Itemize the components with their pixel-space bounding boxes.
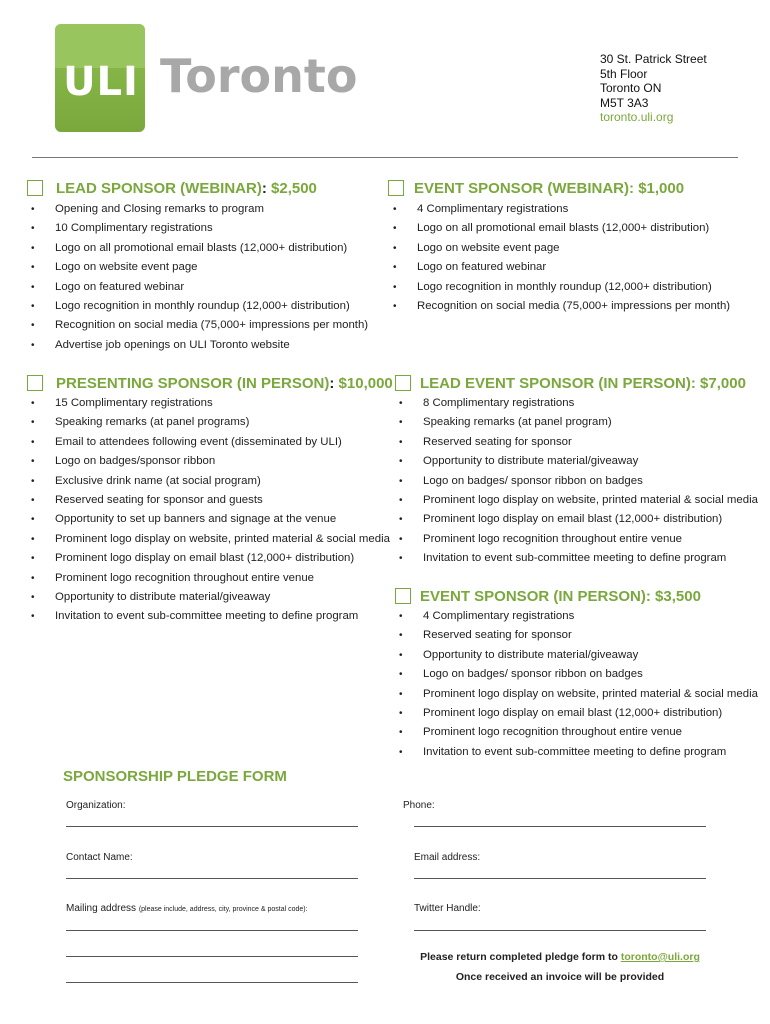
benefit-item: • Prominent logo display on website, printed material & social media (31, 530, 390, 549)
benefit-item: • Exclusive drink name (at social program) (31, 472, 390, 491)
twitter-handle-label: Twitter Handle: (414, 903, 481, 914)
benefit-item: • 10 Complimentary registrations (31, 219, 368, 238)
benefit-item: • Logo recognition in monthly roundup (12,000+ distribution) (393, 278, 730, 297)
mailing-address-field-line-1[interactable] (66, 930, 358, 931)
benefit-item: • Invitation to event sub-committee meeting to define program (31, 607, 390, 626)
sponsor-price: $1,000 (638, 180, 685, 197)
return-email-link[interactable]: toronto@uli.org (620, 951, 700, 963)
presenting-sponsor-benefits (31, 394, 390, 627)
benefit-item: • Opening and Closing remarks to program (31, 200, 368, 219)
contact-name-field[interactable] (66, 878, 358, 879)
logo-city-name: Toronto (160, 49, 358, 103)
address-line: M5T 3A3 (600, 95, 649, 110)
benefit-item: • Recognition on social media (75,000+ impressions per month) (31, 316, 368, 335)
presenting-sponsor-checkbox[interactable] (27, 375, 43, 391)
return-prefix: Please return completed pledge form to (420, 951, 618, 963)
sponsor-price: $10,000 (338, 375, 393, 392)
organization-field[interactable] (66, 826, 358, 827)
lead-event-sponsor-title: LEAD EVENT SPONSOR (IN PERSON): $7,000 (420, 375, 746, 392)
header-divider (32, 157, 738, 158)
phone-field[interactable] (414, 826, 706, 827)
sponsor-title-text: LEAD SPONSOR (WEBINAR) (56, 180, 262, 197)
benefit-item: • Prominent logo display on email blast (12,000+ distribution) (399, 510, 758, 529)
benefit-item: • Speaking remarks (at panel programs) (31, 413, 390, 432)
contact-name-label: Contact Name: (66, 852, 133, 863)
lead-event-sponsor-benefits (399, 394, 758, 569)
invoice-note: Once received an invoice will be provided (455, 971, 665, 983)
sponsor-title-text: EVENT SPONSOR (IN PERSON) (420, 588, 646, 605)
twitter-handle-field[interactable] (414, 930, 706, 931)
sponsor-title-text: EVENT SPONSOR (WEBINAR) (414, 180, 630, 197)
phone-label: Phone: (403, 800, 435, 811)
return-line (380, 947, 740, 967)
mailing-address-field-line-3[interactable] (66, 982, 358, 983)
address-line: Toronto ON (600, 81, 662, 95)
mailing-address-field-line-2[interactable] (66, 956, 358, 957)
benefit-item: • Logo on website event page (393, 239, 730, 258)
benefit-item: • Prominent logo display on website, printed material & social media (399, 491, 758, 510)
benefit-item: • 15 Complimentary registrations (31, 394, 390, 413)
benefit-item: • Prominent logo display on email blast (12,000+ distribution) (31, 549, 390, 568)
benefit-item: • Reserved seating for sponsor (399, 626, 758, 645)
event-sponsor-in-person-benefits (399, 607, 758, 762)
address-line: 5th Floor (600, 66, 648, 81)
benefit-item: • 4 Complimentary registrations (393, 200, 730, 219)
sponsor-price: $7,000 (700, 375, 746, 392)
benefit-item: • Reserved seating for sponsor (399, 433, 758, 452)
address-line: 30 St. Patrick Street (600, 52, 707, 66)
benefit-item: • Opportunity to distribute material/giveaway (399, 646, 758, 665)
benefit-item: • 4 Complimentary registrations (399, 607, 758, 626)
return-instructions (380, 947, 740, 987)
benefit-item: • Recognition on social media (75,000+ impressions per month) (393, 297, 730, 316)
mailing-label-hint: (please include, address, city, province & postal code): (138, 906, 308, 913)
benefit-item: • Logo on featured webinar (31, 278, 368, 297)
lead-sponsor-webinar-title: LEAD SPONSOR (WEBINAR): $2,500 (56, 180, 317, 197)
lead-event-sponsor-checkbox[interactable] (395, 375, 411, 391)
benefit-item: • Opportunity to distribute material/giveaway (31, 588, 390, 607)
benefit-item: • Logo on featured webinar (393, 258, 730, 277)
benefit-item: • Invitation to event sub-committee meeting to define program (399, 743, 758, 762)
benefit-item: • Opportunity to distribute material/giveaway (399, 452, 758, 471)
sponsor-price: $3,500 (655, 588, 701, 605)
event-sponsor-in-person-title: EVENT SPONSOR (IN PERSON): $3,500 (420, 588, 701, 605)
benefit-item: • Logo on badges/sponsor ribbon (31, 452, 390, 471)
benefit-item: • Logo on all promotional email blasts (12,000+ distribution) (393, 219, 730, 238)
benefit-item: • Logo on badges/ sponsor ribbon on badges (399, 472, 758, 491)
sponsor-price: $2,500 (271, 180, 317, 197)
organization-label: Organization: (66, 800, 126, 811)
lead-sponsor-webinar-benefits (31, 200, 368, 355)
event-sponsor-webinar-benefits (393, 200, 730, 316)
benefit-item: • Logo on website event page (31, 258, 368, 277)
benefit-item: • Prominent logo display on email blast (12,000+ distribution) (399, 704, 758, 723)
email-label: Email address: (414, 852, 481, 863)
event-sponsor-webinar-checkbox[interactable] (388, 180, 404, 196)
lead-sponsor-webinar-checkbox[interactable] (27, 180, 43, 196)
benefit-item: • Prominent logo display on website, printed material & social media (399, 685, 758, 704)
sponsor-title-text: LEAD EVENT SPONSOR (IN PERSON) (420, 375, 691, 392)
benefit-item: • Prominent logo recognition throughout entire venue (399, 530, 758, 549)
pledge-form-title: SPONSORSHIP PLEDGE FORM (63, 768, 287, 785)
event-sponsor-in-person-checkbox[interactable] (395, 588, 411, 604)
benefit-item: • Prominent logo recognition throughout entire venue (31, 569, 390, 588)
benefit-item: • Opportunity to set up banners and signage at the venue (31, 510, 390, 529)
benefit-item: • Advertise job openings on ULI Toronto website (31, 336, 368, 355)
mailing-address-label (66, 903, 308, 916)
benefit-item: • Logo recognition in monthly roundup (12,000+ distribution) (31, 297, 368, 316)
website-link[interactable]: toronto.uli.org (600, 110, 674, 124)
event-sponsor-webinar-title: EVENT SPONSOR (WEBINAR): $1,000 (414, 180, 685, 197)
benefit-item: • Logo on badges/ sponsor ribbon on badges (399, 665, 758, 684)
benefit-item: • Reserved seating for sponsor and guests (31, 491, 390, 510)
benefit-item: • 8 Complimentary registrations (399, 394, 758, 413)
benefit-item: • Speaking remarks (at panel program) (399, 413, 758, 432)
email-field[interactable] (414, 878, 706, 879)
presenting-sponsor-title: PRESENTING SPONSOR (IN PERSON): $10,000 (56, 375, 393, 392)
address-block (600, 52, 707, 125)
benefit-item: • Logo on all promotional email blasts (12,000+ distribution) (31, 239, 368, 258)
benefit-item: • Invitation to event sub-committee meeting to define program (399, 549, 758, 568)
benefit-item: • Email to attendees following event (disseminated by ULI) (31, 433, 390, 452)
benefit-item: • Prominent logo recognition throughout entire venue (399, 723, 758, 742)
sponsor-title-text: PRESENTING SPONSOR (IN PERSON) (56, 375, 330, 392)
logo-mark-text: ULI (63, 59, 139, 105)
mailing-label-text: Mailing address (66, 903, 137, 914)
